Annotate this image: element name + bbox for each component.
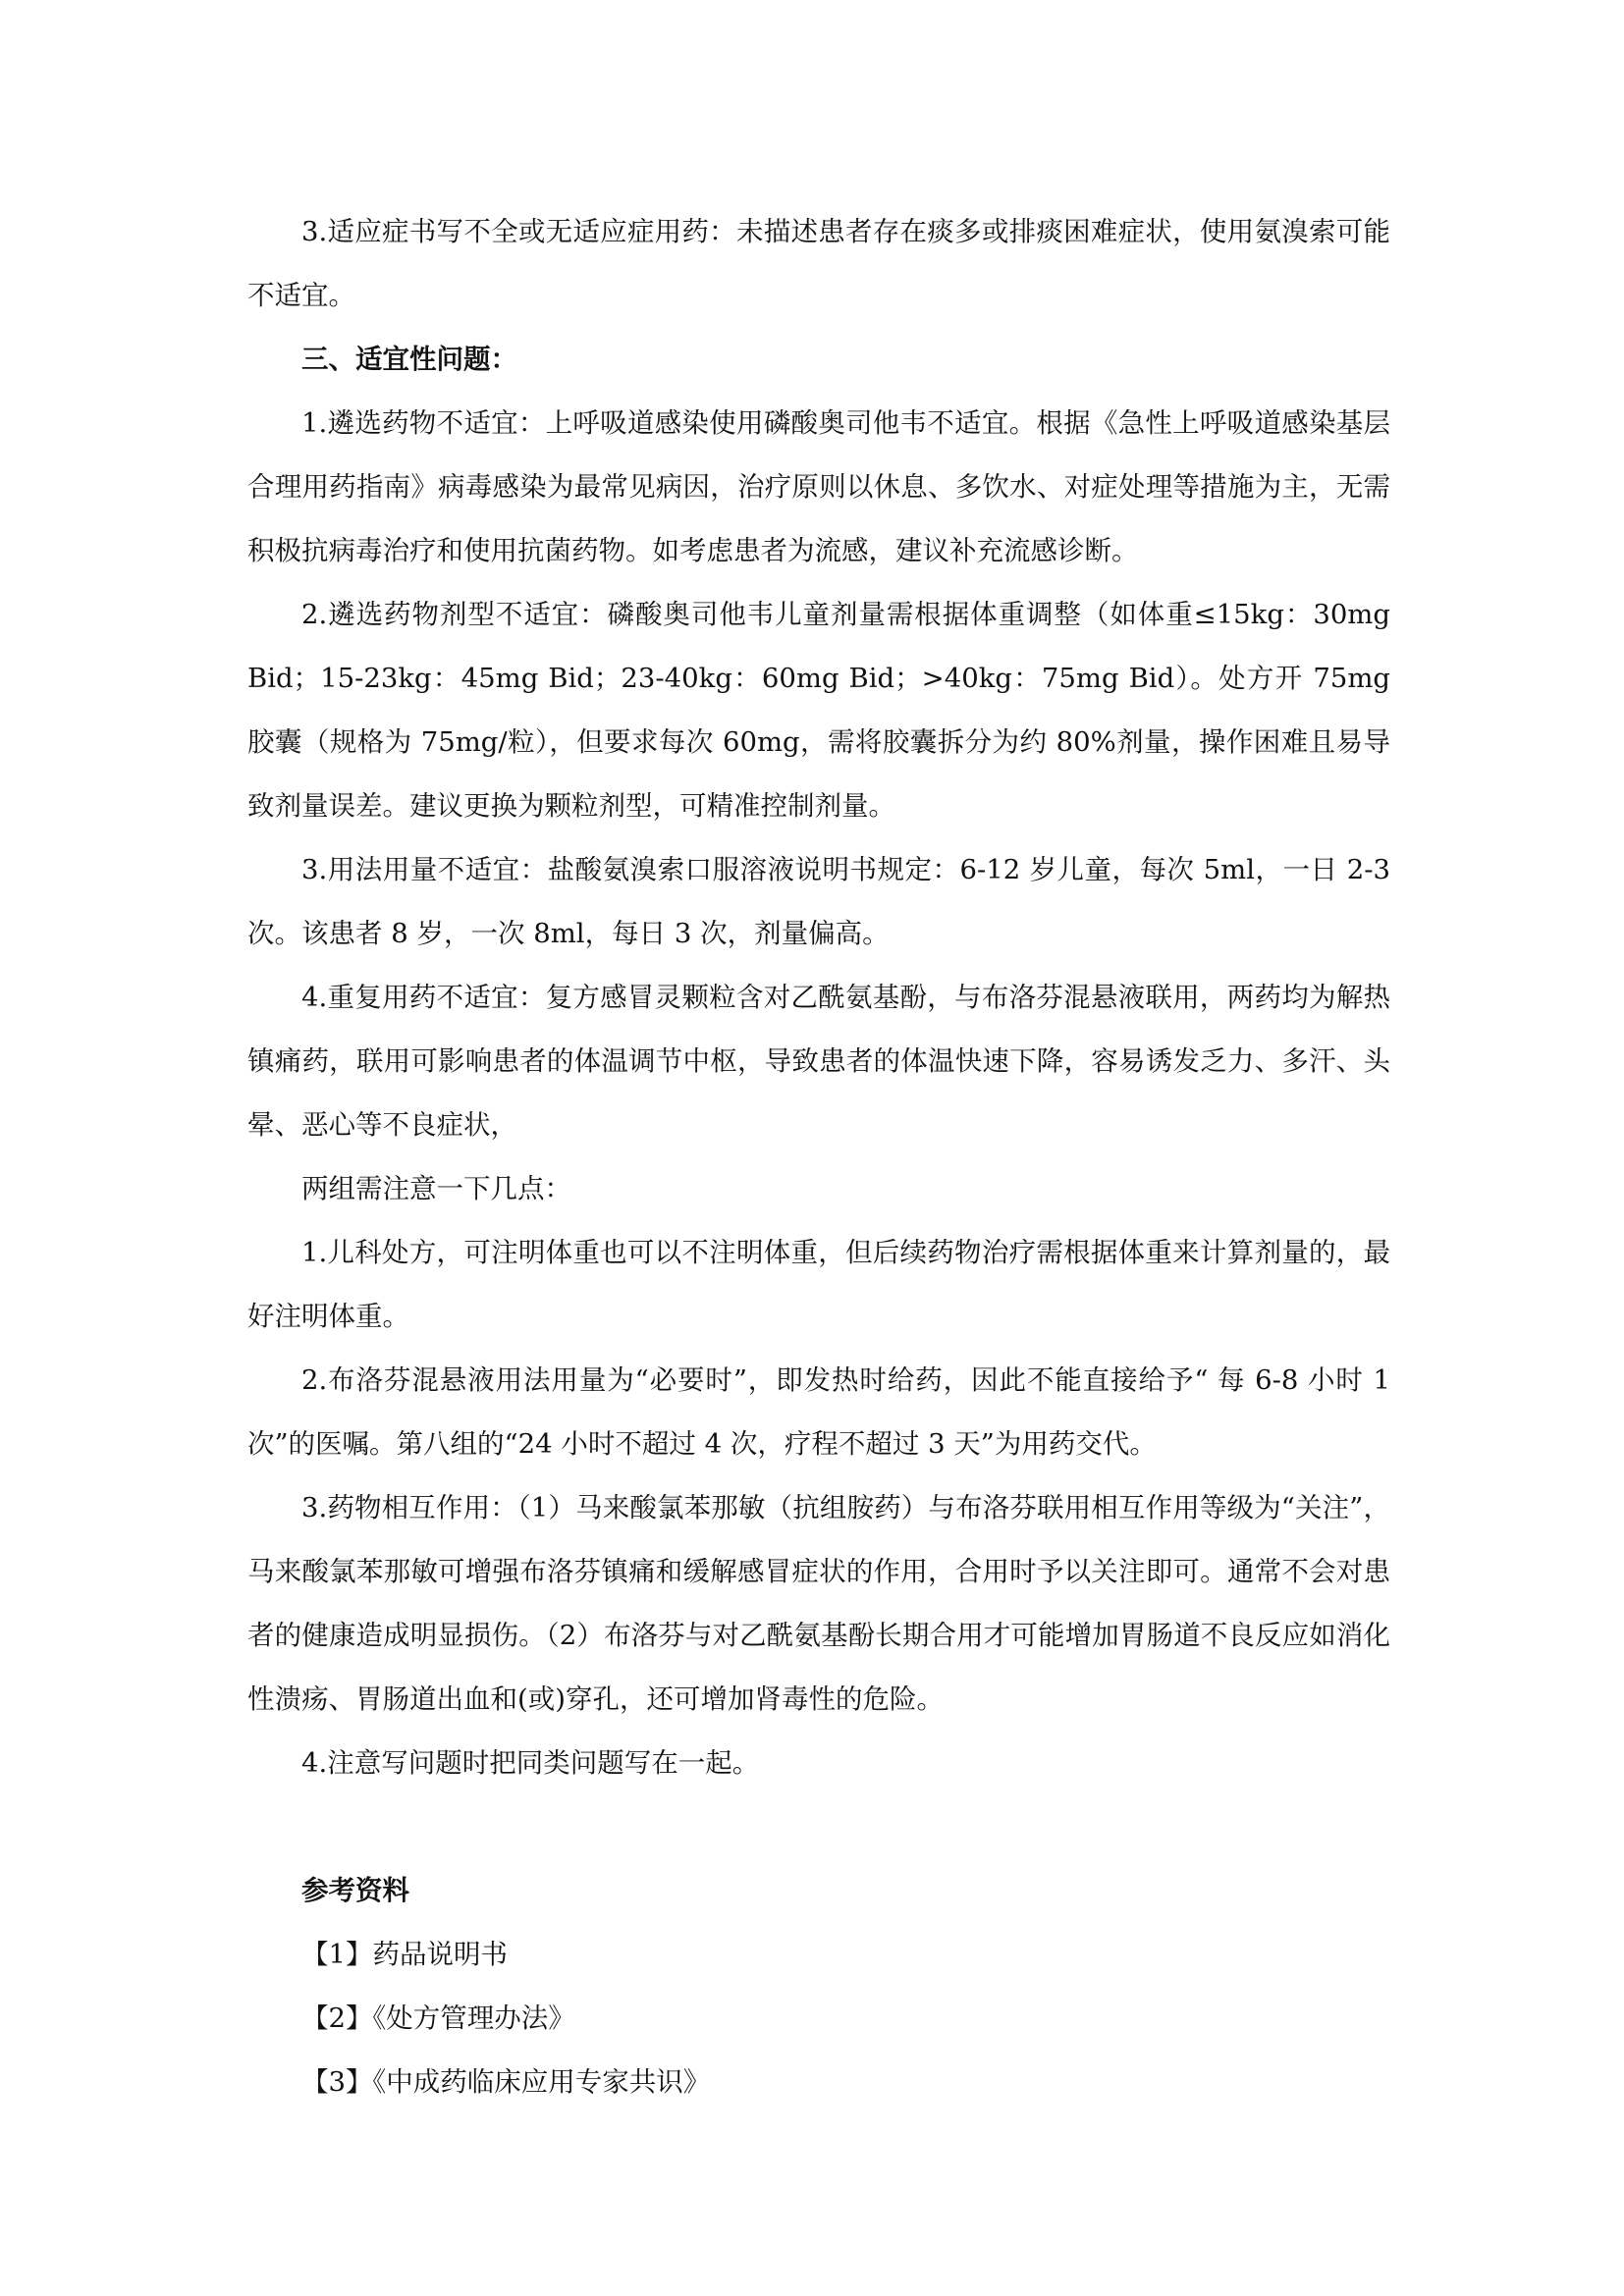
paragraph-indication-ambroxol: 3.适应症书写不全或无适应症用药：未描述患者存在痰多或排痰困难症状，使用氨溴索可能不适宜。 — [247, 216, 1390, 311]
spacer — [247, 1795, 1390, 1859]
paragraph-duplicate-medication: 4.重复用药不适宜：复方感冒灵颗粒含对乙酰氨基酚，与布洛芬混悬液联用，两药均为解热镇痛药，联用可影响患者的体温调节中枢，导致患者的体温快速下降，容易诱发乏力、多汗、头晕、恶心等不良症状， — [247, 982, 1390, 1141]
paragraph-note-weight: 1.儿科处方，可注明体重也可以不注明体重，但后续药物治疗需根据体重来计算剂量的，最好注明体重。 — [247, 1237, 1390, 1332]
reference-item: 【3】《中成药临床应用专家共识》 — [301, 2066, 711, 2098]
paragraph-note-ibuprofen: 2.布洛芬混悬液用法用量为“必要时”，即发热时给药，因此不能直接给予“ 每 6-8 小时 1 次”的医嘱。第八组的“24 小时不超过 4 次，疗程不超过 3 天”为用药交代。 — [247, 1364, 1390, 1460]
document-page — [247, 200, 1390, 2114]
paragraph-note-interactions: 3.药物相互作用：（1）马来酸氯苯那敏（抗组胺药）与布洛芬联用相互作用等级为“关注”，马来酸氯苯那敏可增强布洛芬镇痛和缓解感冒症状的作用，合用时予以关注即可。通常不会对患者的健康造成明显损伤。（2）布洛芬与对乙酰氨基酚长期合用才可能增加胃肠道不良反应如消化性溃疡、胃肠道出血和(或)穿孔，还可增加肾毒性的危险。 — [247, 1492, 1390, 1715]
section-heading-appropriateness: 三、适宜性问题： — [301, 344, 517, 375]
paragraph-drug-selection: 1.遴选药物不适宜：上呼吸道感染使用磷酸奥司他韦不适宜。根据《急性上呼吸道感染基层合理用药指南》病毒感染为最常见病因，治疗原则以休息、多饮水、对症处理等措施为主，无需积极抗病毒治疗和使用抗菌药物。如考虑患者为流感，建议补充流感诊断。 — [247, 407, 1390, 566]
paragraph-dosage: 3.用法用量不适宜：盐酸氨溴索口服溶液说明书规定：6-12 岁儿童，每次 5ml，一日 2-3次。该患者 8 岁，一次 8ml，每日 3 次，剂量偏高。 — [247, 854, 1390, 949]
paragraph-dosage-form: 2.遴选药物剂型不适宜：磷酸奥司他韦儿童剂量需根据体重调整（如体重≤15kg：30mg Bid；15-23kg：45mg Bid；23-40kg：60mg Bid；>40kg：75mg Bid）。处方开 75mg 胶囊（规格为 75mg/粒），但要求每次 60mg，需将胶囊拆分为约 80%剂量，操作困难且易导致剂量误差。建议更换为颗粒剂型，可精准控制剂量。 — [247, 599, 1390, 822]
reference-item: 【1】药品说明书 — [301, 1939, 508, 1970]
paragraph-note-grouping: 4.注意写问题时把同类问题写在一起。 — [301, 1747, 760, 1779]
reference-item: 【2】《处方管理办法》 — [301, 2002, 575, 2034]
paragraph-notes-intro: 两组需注意一下几点： — [301, 1173, 571, 1204]
references-title: 参考资料 — [301, 1875, 409, 1906]
